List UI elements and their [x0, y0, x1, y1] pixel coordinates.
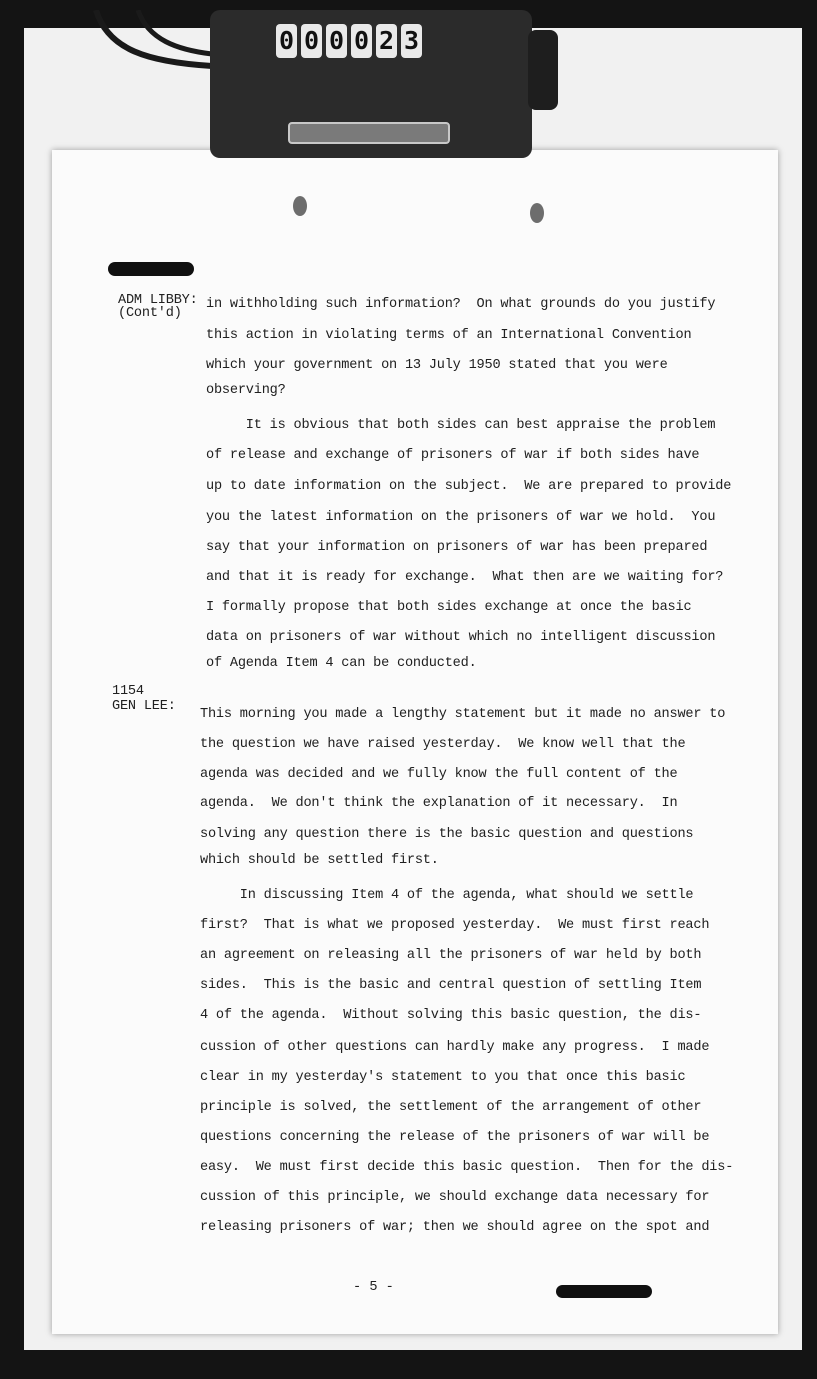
counter-digit: 0 [351, 24, 372, 58]
text-line: agenda. We don't think the explanation of it necessary. In [200, 796, 678, 811]
speaker-label: GEN LEE: [112, 699, 176, 714]
text-line: questions concerning the release of the prisoners of war will be [200, 1130, 710, 1145]
statement-block-2 [200, 707, 734, 1235]
text-line: say that your information on prisoners of war has been prepared [206, 540, 708, 555]
text-line: principle is solved, the settlement of the arrangement of other [200, 1100, 702, 1115]
text-line: agenda was decided and we fully know the full content of the [200, 767, 678, 782]
counter-digits [276, 24, 422, 58]
text-line: In discussing Item 4 of the agenda, what should we settle [200, 888, 694, 903]
counter-cable [88, 10, 218, 80]
page-number: - 5 - [353, 1280, 394, 1295]
text-line: sides. This is the basic and central question of settling Item [200, 978, 702, 993]
frame-counter [210, 10, 532, 158]
counter-digit: 0 [276, 24, 297, 58]
text-line: observing? [206, 383, 286, 398]
counter-digit: 0 [301, 24, 322, 58]
text-line: clear in my yesterday's statement to you that once this basic [200, 1070, 686, 1085]
text-line: which should be settled first. [200, 853, 439, 868]
text-line: up to date information on the subject. We are prepared to provide [206, 479, 732, 494]
text-line: I formally propose that both sides exchange at once the basic [206, 600, 692, 615]
text-line: in withholding such information? On what grounds do you justify [206, 297, 716, 312]
text-line: this action in violating terms of an International Convention [206, 328, 692, 343]
redaction-mark [108, 262, 194, 276]
text-line: first? That is what we proposed yesterday. We must first reach [200, 918, 710, 933]
text-line: easy. We must first decide this basic question. Then for the dis- [200, 1160, 734, 1175]
text-line: 4 of the agenda. Without solving this basic question, the dis- [200, 1008, 702, 1023]
text-line: and that it is ready for exchange. What then are we waiting for? [206, 570, 724, 585]
punch-hole [293, 196, 307, 216]
text-line: the question we have raised yesterday. We know well that the [200, 737, 686, 752]
counter-knob [528, 30, 558, 110]
speaker-continued-label: (Cont'd) [118, 306, 182, 321]
text-line: This morning you made a lengthy statement but it made no answer to [200, 707, 726, 722]
text-line: cussion of this principle, we should exchange data necessary for [200, 1190, 710, 1205]
text-line: an agreement on releasing all the prisoners of war held by both [200, 948, 702, 963]
counter-plate [288, 122, 450, 144]
counter-digit: 2 [376, 24, 397, 58]
text-line: releasing prisoners of war; then we should agree on the spot and [200, 1220, 710, 1235]
text-line: cussion of other questions can hardly make any progress. I made [200, 1040, 710, 1055]
redaction-mark [556, 1285, 652, 1298]
punch-hole [530, 203, 544, 223]
counter-digit: 0 [326, 24, 347, 58]
text-line: data on prisoners of war without which no intelligent discussion [206, 630, 716, 645]
timestamp-label: 1154 [112, 684, 144, 699]
text-line: which your government on 13 July 1950 stated that you were [206, 358, 668, 373]
text-line: of Agenda Item 4 can be conducted. [206, 656, 477, 671]
text-line: you the latest information on the prisoners of war we hold. You [206, 510, 716, 525]
counter-digit: 3 [401, 24, 422, 58]
text-line: It is obvious that both sides can best appraise the problem [206, 418, 716, 433]
speaker-label: ADM LIBBY: [118, 293, 198, 308]
statement-block-1 [206, 297, 732, 671]
text-line: of release and exchange of prisoners of war if both sides have [206, 448, 700, 463]
text-line: solving any question there is the basic question and questions [200, 827, 694, 842]
